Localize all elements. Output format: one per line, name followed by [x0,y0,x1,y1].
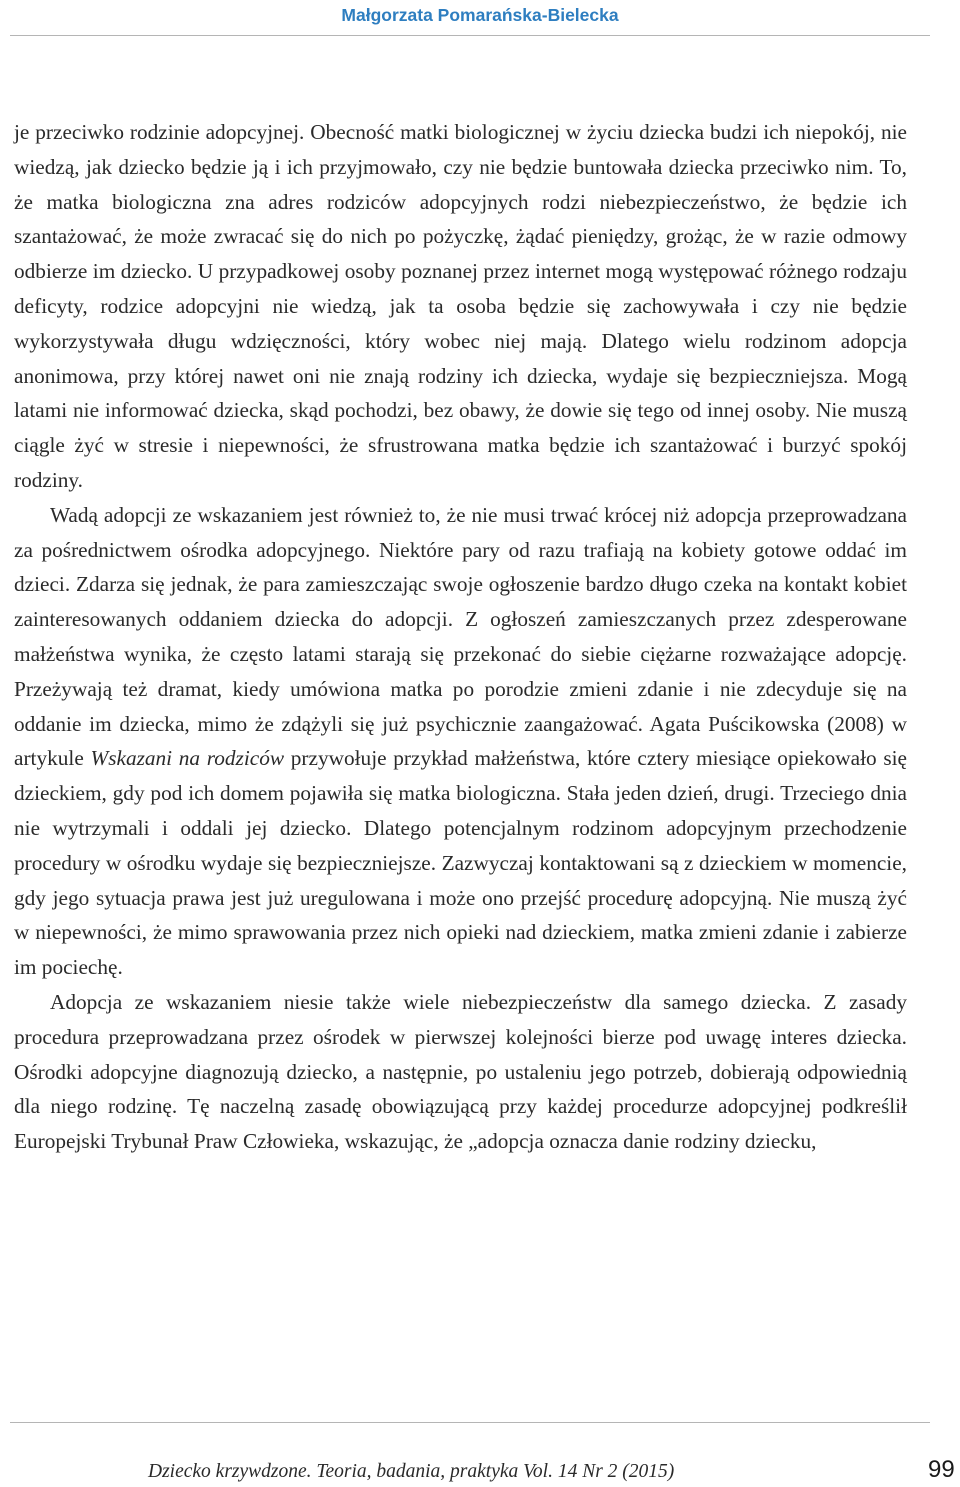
paragraph-1-text: je przeciwko rodzinie adopcyjnej. Obecność matki biologicznej w życiu dziecka budzi ich niepokój, nie wiedzą, jak dziecko będzie ją i ich przyjmowało, czy nie będzie buntowała dziecka przeciwko nim. To, że matka biologiczna zna adres rodziców adopcyjnych rodzi niebezpieczeństwo, że będzie ich szantażować, że może zwracać się do nich po pożyczkę, żądać pieniędzy, grożąc, że w razie odmowy odbierze im dziecko. U przypadkowej osoby poznanej przez internet mogą występować różnego rodzaju deficyty, rodzice adopcyjni nie wiedzą, jak ta osoba będzie się zachowywała i czy nie będzie wykorzystywała długu wdzięczności, który wobec niej mają. Dlatego wielu rodzinom adopcja anonimowa, przy której nawet oni nie znają rodziny ich dziecka, wydaje się bezpieczniejsza. Mogą latami nie informować dziecka, skąd pochodzi, bez obawy, że dowie się tego od innej osoby. Nie muszą ciągle żyć w stresie i niepewności, że sfrustrowana matka będzie ich szantażować i burzyć spokój rodziny. [14,120,907,492]
paragraph-3 [14,985,907,1159]
article-body [14,115,907,1159]
paragraph-2-text-end: przywołuje przykład małżeństwa, które cztery miesiące opiekowało się dzieckiem, gdy pod ich domem pojawiła się matka biologiczna. Stała jeden dzień, drugi. Trzeciego dnia nie wytrzymali i oddali jej dziecko. Dlatego potencjalnym rodzinom adopcyjnym przechodzenie procedury w ośrodku wydaje się bezpieczniejsze. Zazwyczaj kontaktowani są z dzieckiem w momencie, gdy jego sytuacja prawa jest już uregulowana i może ono przejść procedurę adopcyjną. Nie muszą żyć w niepewności, że mimo sprawowania przez nich opieki nad dzieckiem, matka zmieni zdanie i zabierze im pociechę. [14,746,907,980]
running-footer-journal: Dziecko krzywdzone. Teoria, badania, praktyka Vol. 14 Nr 2 (2015) [148,1461,675,1482]
footer-divider [10,1422,930,1423]
paragraph-2 [14,498,907,985]
running-header-author: Małgorzata Pomarańska-Bielecka [341,5,619,25]
paragraph-1 [14,115,907,498]
cited-article-title: Wskazani na rodziców [90,746,285,771]
paragraph-3-text: Adopcja ze wskazaniem niesie także wiele niebezpieczeństw dla samego dziecka. Z zasady procedura przeprowadzana przez ośrodek w pierwszej kolejności bierze pod uwagę interes dziecka. Ośrodki adopcyjne diagnozują dziecko, a następnie, po ustaleniu jego potrzeb, dobierają odpowiednią dla niego rodzinę. Tę naczelną zasadę obowiązującą przy każdej procedurze adopcyjnej podkreślił Europejski Trybunał Praw Człowieka, wskazując, że „adopcja oznacza danie rodziny dziecku, [14,989,907,1154]
paragraph-2-text-start: Wadą adopcji ze wskazaniem jest również to, że nie musi trwać krócej niż adopcja przeprowadzana za pośrednictwem ośrodka adopcyjnego. Niektóre pary od razu trafiają na kobiety gotowe oddać im dzieci. Zdarza się jednak, że para zamieszczając swoje ogłoszenie bardzo długo czeka na kontakt kobiet zainteresowanych oddaniem dziecka do adopcji. Z ogłoszeń zamieszczanych przez zdesperowane małżeństwa wynika, że często latami starają się przekonać do siebie ciężarne rozważające adopcję. Przeżywają też dramat, kiedy umówiona matka po porodzie zmieni zdanie i nie zdecyduje się na oddanie im dziecka, mimo że zdążyli się już psychicznie zaangażować. Agata Puścikowska (2008) w artykule [14,502,907,771]
header-divider [10,35,930,36]
page-number: 99 [928,1456,955,1483]
